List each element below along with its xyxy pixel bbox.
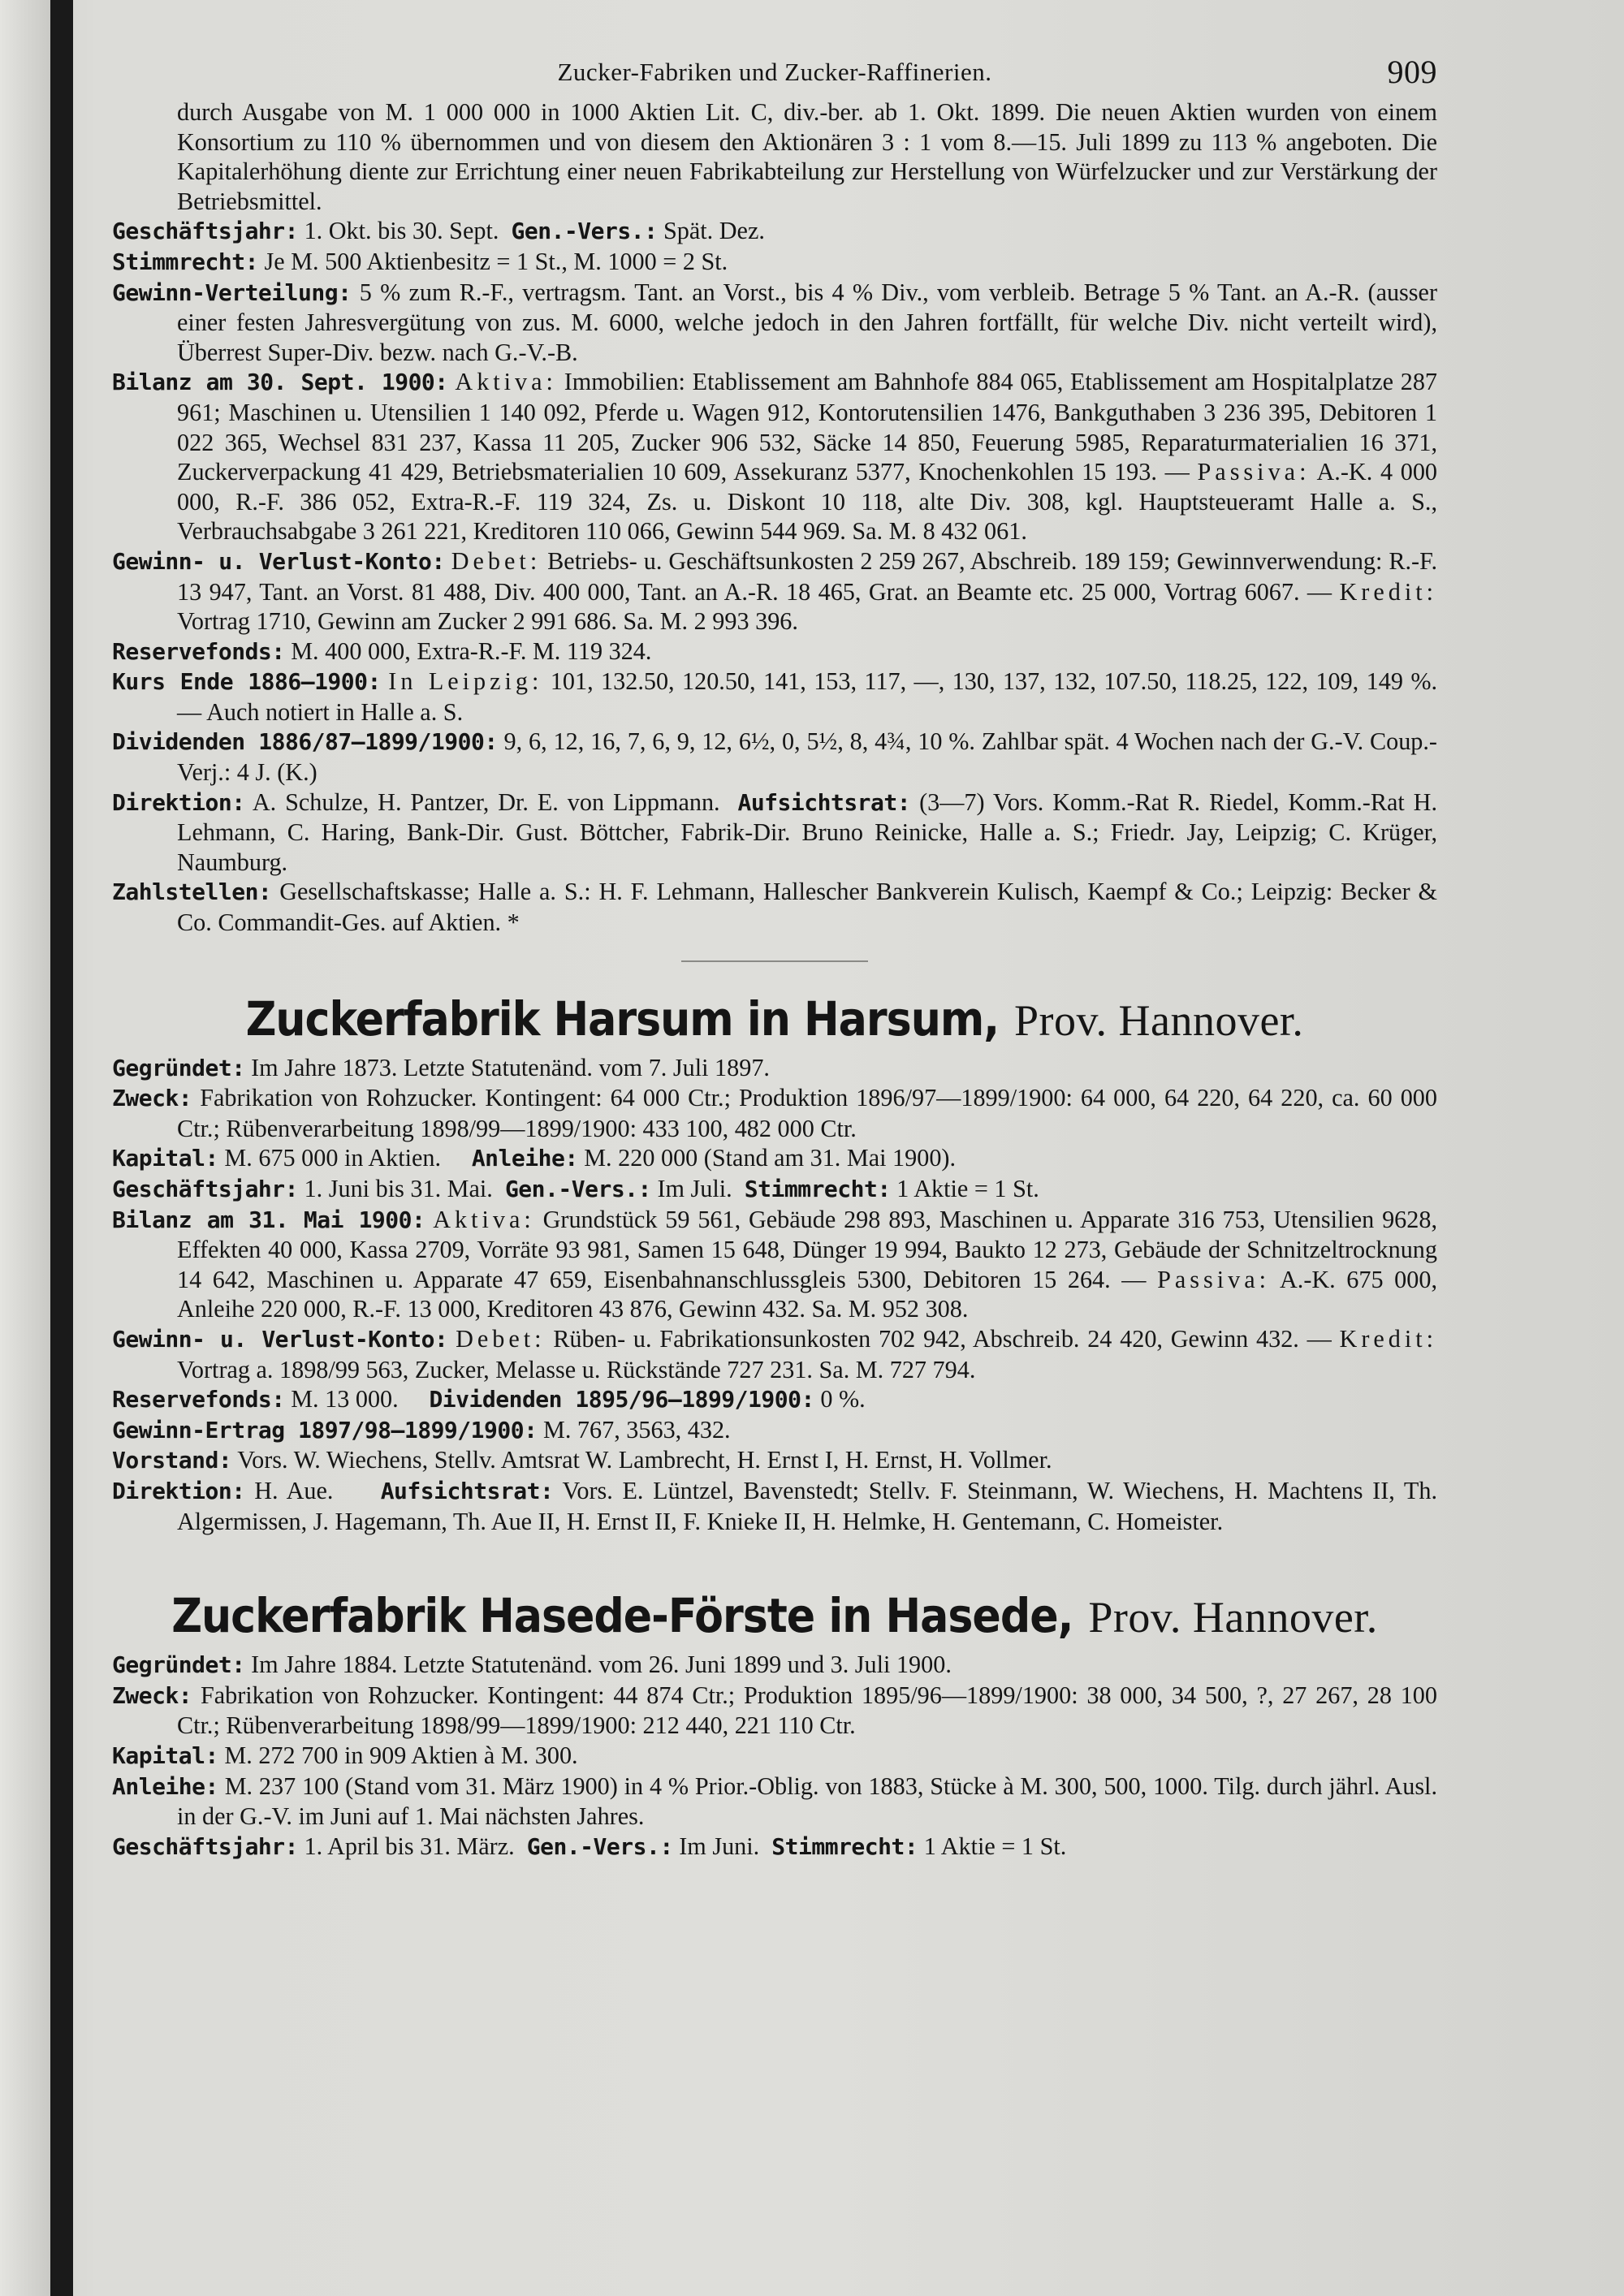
section-spacer [112, 1536, 1437, 1583]
entry1-gewinnverteilung: Gewinn-Verteilung: 5 % zum R.-F., vertragsm. Tant. an Vorst., bis 4 % Div., vom verbleib. Betrage 5 % Tant. an A.-R. (ausser einer festen Jahresvergütung von zus. M. 6000, welche jedoch in den Jahren fortfällt, für welche Div. nicht verteilt wird), Überrest Super-Div. bezw. nach G.-V.-B. [112, 278, 1438, 366]
entry1-direktion: Direktion: A. Schulze, H. Pantzer, Dr. E. von Lippmann. Aufsichtsrat: (3—7) Vors. Komm.-Rat R. Riedel, Komm.-Rat H. Lehmann, C. Haring, Bank-Dir. Gust. Böttcher, Fabrik-Dir. Bruno Reinicke, Halle a. S.; Friedr. Jay, Leipzig; C. Krüger, Naumburg. [112, 788, 1438, 876]
running-header-title: Zucker-Fabriken und Zucker-Raffinerien. [557, 58, 992, 86]
page-content [112, 47, 1437, 1862]
page-number: 909 [1387, 54, 1437, 90]
entry2-geschaeftsjahr: Geschäftsjahr: 1. Juni bis 31. Mai. Gen.-Vers.: Im Juli. Stimmrecht: 1 Aktie = 1 St. [112, 1175, 1039, 1202]
entry2-direktion: Direktion: H. Aue. Aufsichtsrat: Vors. E. Lüntzel, Bavenstedt; Stellv. F. Steinmann, W. Wiechens, H. Machtens II, Th. Algermissen, J. Hagemann, Th. Aue II, H. Ernst II, F. Knieke II, H. Helmke, H. Gentemann, C. Homeister. [112, 1476, 1437, 1535]
entry3-zweck: Zweck: Fabrikation von Rohzucker. Kontingent: 44 874 Ctr.; Produktion 1895/96—1899/1900: 38 000, 34 500, ?, 27 267, 28 100 Ctr.; Rübenverarbeitung 1898/99—1899/1900: 212 440, 221 110 Ctr. [112, 1681, 1437, 1740]
entry3-geschaeftsjahr: Geschäftsjahr: 1. April bis 31. März. Gen.-Vers.: Im Juni. Stimmrecht: 1 Aktie = 1 St. [112, 1832, 1067, 1860]
entry1-dividenden: Dividenden 1886/87—1899/1900: 9, 6, 12, 16, 7, 6, 9, 12, 6½, 0, 5½, 8, 4¾, 10 %. Zahlbar spät. 4 Wochen nach der G.-V. Coup.-Verj.: 4 J. (K.) [112, 727, 1437, 787]
entry3-anleihe: Anleihe: M. 237 100 (Stand vom 31. März 1900) in 4 % Prior.-Oblig. von 1883, Stücke à M. 300, 500, 1000. Tilg. durch jährl. Ausl. in der G.-V. im Juni auf 1. Mai nächsten Jahres. [112, 1772, 1437, 1831]
entry1-bilanz: Bilanz am 30. Sept. 1900: Aktiva: Immobilien: Etablissement am Bahnhofe 884 065, Etablissement am Hospitalplatze 287 961; Maschinen u. Utensilien 1 140 092, Pferde u. Wagen 912, Kontorutensilien 1476, Bankguthaben 3 236 395, Debitoren 1 022 365, Wechsel 831 237, Kassa 11 205, Zucker 906 532, Säcke 14 850, Feuerung 5985, Reparaturmaterialien 16 371, Zuckerverpackung 41 429, Betriebsmaterialien 10 609, Assekuranz 5377, Knochenkohlen 15 193. — Passiva: A.-K. 4 000 000, R.-F. 386 052, Extra-R.-F. 119 324, Zs. u. Diskont 10 118, alte Div. 308, kgl. Hauptsteueramt Halle a. S., Verbrauchsabgabe 3 261 221, Kreditoren 110 066, Gewinn 544 969. Sa. M. 8 432 061. [112, 368, 1438, 546]
entry1-stimmrecht: Stimmrecht: Je M. 500 Aktienbesitz = 1 St., M. 1000 = 2 St. [112, 247, 728, 275]
entry1-intro: durch Ausgabe von M. 1 000 000 in 1000 Aktien Lit. C, div.-ber. ab 1. Okt. 1899. Die neuen Aktien wurden von einem Konsortium zu 110 % übernommen und von diesem den Aktionären 3 : 1 vom 8.—15. Juli 1899 zu 113 % angeboten. Die Kapitalerhöhung diente zur Errichtung einer neuen Fabrikabteilung zur Herstellung von Würfelzucker und zur Verstärkung der Betriebsmittel. [177, 98, 1437, 215]
entry2-gewinnertrag: Gewinn-Ertrag 1897/98—1899/1900: M. 767, 3563, 432. [112, 1415, 731, 1444]
entry2-bilanz: Bilanz am 31. Mai 1900: Aktiva: Grundstück 59 561, Gebäude 298 893, Maschinen u. Apparate 316 753, Utensilien 9628, Effekten 40 000, Kassa 2709, Vorräte 93 981, Samen 15 648, Dünger 19 994, Baukto 12 273, Gebäude der Schnitzeltrocknung 14 642, Maschinen u. Apparate 47 659, Eisenbahnanschlussgleis 5300, Debitoren 15 264. — Passiva: A.-K. 675 000, Anleihe 220 000, R.-F. 13 000, Kreditoren 43 876, Gewinn 432. Sa. M. 952 308. [112, 1205, 1438, 1323]
section-divider [681, 960, 868, 962]
entry2-vorstand: Vorstand: Vors. W. Wiechens, Stellv. Amtsrat W. Lambrecht, H. Ernst I, H. Ernst, H. Vollmer. [112, 1446, 1052, 1474]
company-title-harsum: Zuckerfabrik Harsum in Harsum, Prov. Hannover. [245, 990, 1304, 1047]
entry1-gewinn-verlust: Gewinn- u. Verlust-Konto: Debet: Betriebs- u. Geschäftsunkosten 2 259 267, Abschreib. 189 159; Gewinnverwendung: R.-F. 13 947, Tant. an Vorst. 81 488, Div. 400 000, Tant. an A.-R. 18 465, Grat. an Beamte etc. 25 000, Vortrag 6067. — Kredit: Vortrag 1710, Gewinn am Zucker 2 991 686. Sa. M. 2 993 396. [112, 546, 1438, 636]
entry1-geschaeftsjahr: Geschäftsjahr: 1. Okt. bis 30. Sept. Gen.-Vers.: Spät. Dez. [112, 217, 765, 245]
running-header [112, 47, 1437, 97]
book-gutter-shadow [50, 0, 73, 2296]
entry-continued [112, 97, 1437, 938]
company-title-hasede: Zuckerfabrik Hasede-Förste in Hasede, Prov. Hannover. [171, 1588, 1378, 1644]
entry1-kurs: Kurs Ende 1886—1900: In Leipzig: 101, 132.50, 120.50, 141, 153, 117, —, 130, 137, 132, 107.50, 118.25, 122, 109, 149 %. — Auch notiert in Halle a. S. [112, 667, 1438, 726]
entry-harsum [112, 1053, 1437, 1537]
entry2-reservefonds: Reservefonds: M. 13 000. Dividenden 1895/96—1899/1900: 0 %. [112, 1385, 866, 1413]
entry3-kapital: Kapital: M. 272 700 in 909 Aktien à M. 300. [112, 1741, 578, 1769]
entry2-gegruendet: Gegründet: Im Jahre 1873. Letzte Statutenänd. vom 7. Juli 1897. [112, 1053, 770, 1081]
entry3-gegruendet: Gegründet: Im Jahre 1884. Letzte Statutenänd. vom 26. Juni 1899 und 3. Juli 1900. [112, 1651, 952, 1679]
entry1-reservefonds: Reservefonds: M. 400 000, Extra-R.-F. M. 119 324. [112, 637, 652, 665]
entry-hasede [112, 1650, 1437, 1862]
entry1-zahlstellen: Zahlstellen: Gesellschaftskasse; Halle a. S.: H. F. Lehmann, Hallescher Bankverein Kulisch, Kaempf & Co.; Leipzig: Becker & Co. Commandit-Ges. auf Aktien. * [112, 878, 1438, 937]
entry2-gewinn-verlust: Gewinn- u. Verlust-Konto: Debet: Rüben- u. Fabrikationsunkosten 702 942, Abschreib. 24 420, Gewinn 432. — Kredit: Vortrag a. 1898/99 563, Zucker, Melasse u. Rückstände 727 231. Sa. M. 727 794. [112, 1324, 1438, 1383]
entry2-kapital: Kapital: M. 675 000 in Aktien. Anleihe: M. 220 000 (Stand am 31. Mai 1900). [112, 1144, 957, 1172]
book-spine-edge [0, 0, 50, 2296]
entry2-zweck: Zweck: Fabrikation von Rohzucker. Kontingent: 64 000 Ctr.; Produktion 1896/97—1899/1900: 64 000, 64 220, 64 220, ca. 60 000 Ctr.; Rübenverarbeitung 1898/99—1899/1900: 433 100, 482 000 Ctr. [112, 1084, 1437, 1142]
